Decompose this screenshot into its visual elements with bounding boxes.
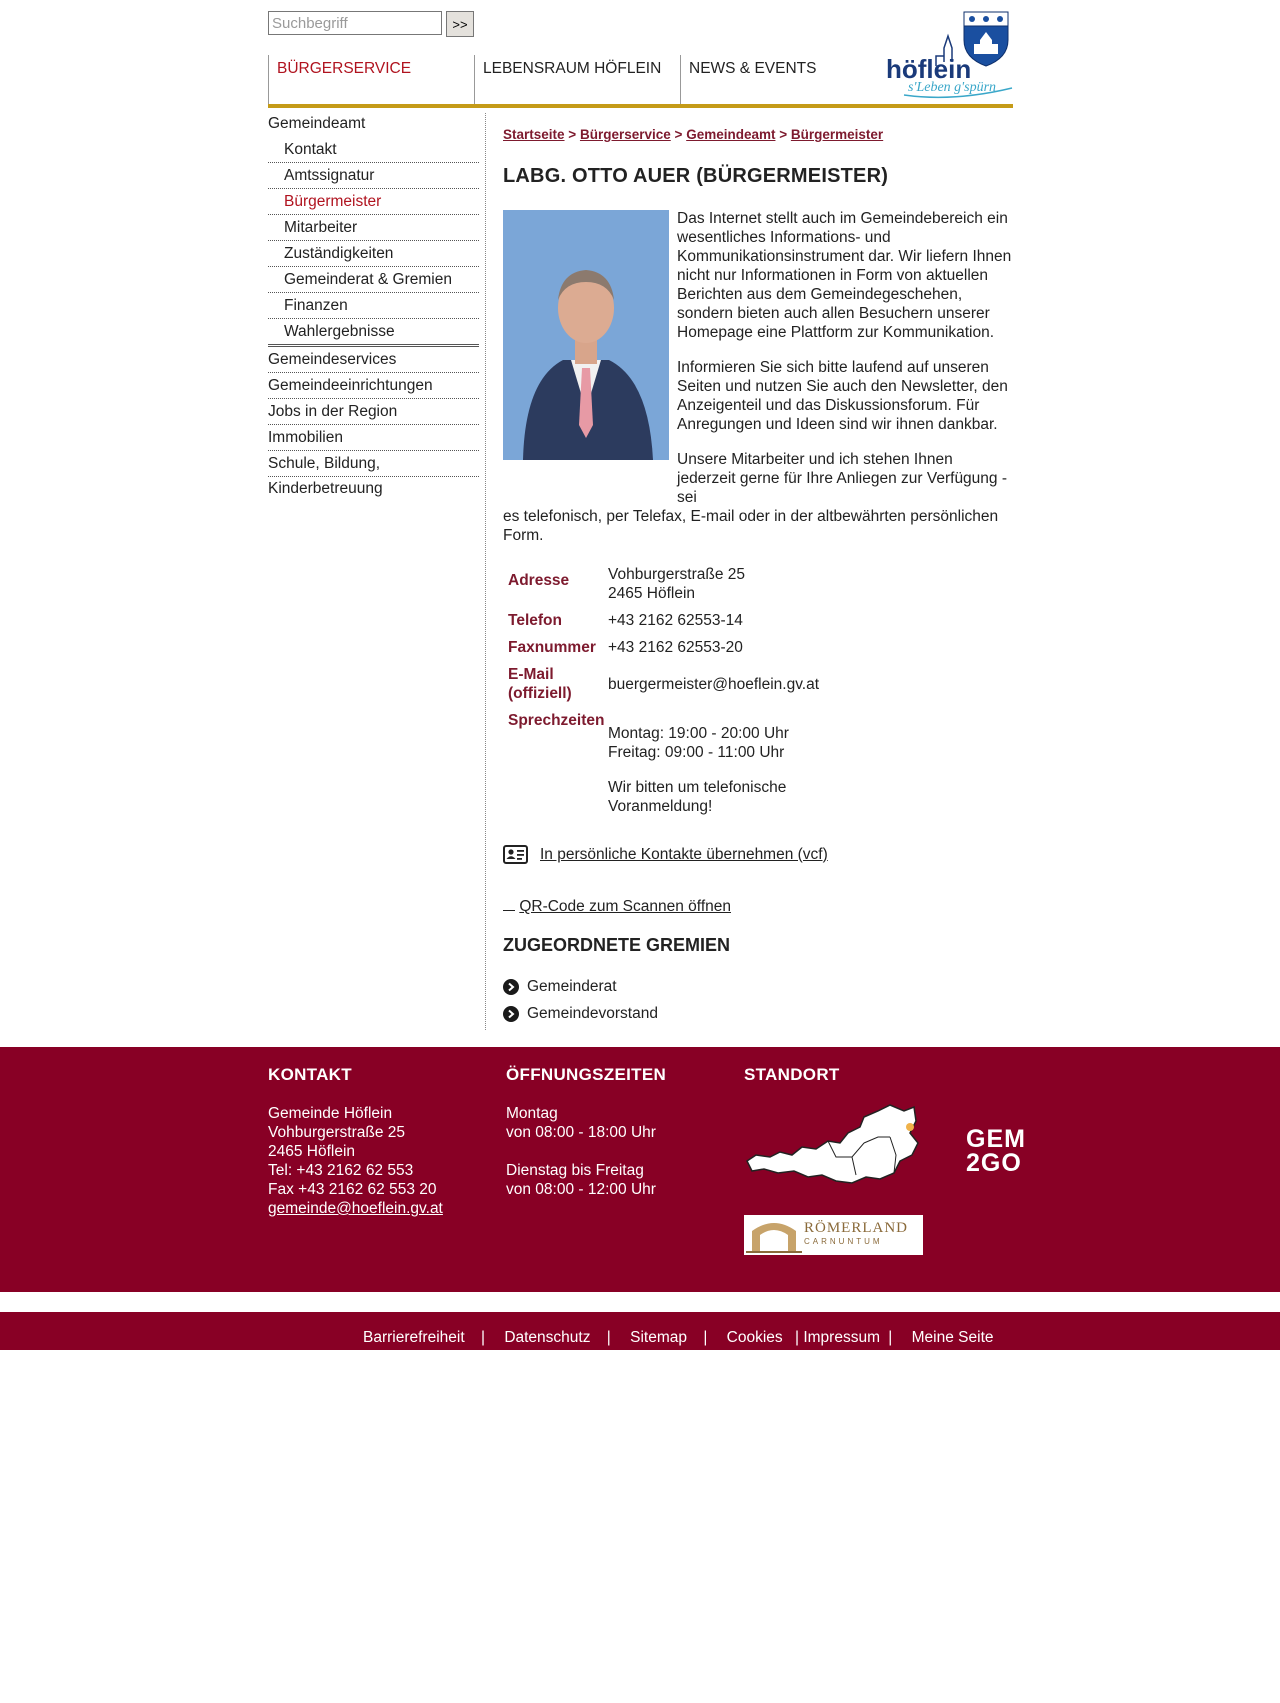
sidebar-item-finanzen[interactable]: Finanzen <box>268 293 479 319</box>
gremien-list <box>503 973 658 1027</box>
footer-kontakt <box>268 1065 488 1218</box>
table-row <box>508 659 819 705</box>
footer-kontakt-line: Vohburgerstraße 25 <box>268 1124 406 1141</box>
gremien-item-gemeinderat[interactable] <box>503 973 658 1000</box>
footer-link-separator: | <box>794 1329 800 1346</box>
footer-hours-day: Montag <box>506 1105 558 1122</box>
logo-swoosh-icon <box>884 10 1014 100</box>
gem2go-line: 2GO <box>966 1149 1022 1177</box>
roemerland-gate-icon <box>744 1215 804 1255</box>
breadcrumb-gemeindeamt[interactable]: Gemeindeamt <box>686 127 776 142</box>
breadcrumb-buergerservice[interactable]: Bürgerservice <box>579 127 671 142</box>
sidebar <box>268 113 479 497</box>
phone-label: Telefon <box>508 612 562 629</box>
nav-item-lebensraum[interactable]: LEBENSRAUM HÖFLEIN <box>474 55 680 105</box>
logo-wordmark: höflein <box>886 54 972 84</box>
footer-link-impressum[interactable]: Impressum <box>803 1329 880 1346</box>
hours-value <box>608 705 819 818</box>
footer <box>0 1047 1280 1292</box>
qr-code-link[interactable]: QR-Code zum Scannen öffnen <box>519 898 731 915</box>
footer-kontakt-line: 2465 Höflein <box>268 1143 356 1160</box>
gremien-heading: ZUGEORDNETE GREMIEN <box>503 935 731 955</box>
email-label-line: (offiziell) <box>508 685 572 702</box>
sidebar-item-schule[interactable]: Schule, Bildung, Kinderbetreuung <box>268 451 479 477</box>
search-button[interactable]: >> <box>446 11 474 37</box>
gem2go-line: GEM <box>966 1125 1026 1153</box>
logo-tagline: s'Leben g'spürn <box>908 80 997 95</box>
gremien-item-label: Gemeindevorstand <box>527 1004 658 1022</box>
footer-link-separator: | <box>480 1329 485 1346</box>
hours-line: Montag: 19:00 - 20:00 Uhr <box>608 725 789 742</box>
site-logo[interactable] <box>884 10 1014 100</box>
breadcrumb-buergermeister[interactable]: Bürgermeister <box>790 127 884 142</box>
hours-note: Wir bitten um telefonische <box>608 779 787 796</box>
phone-value[interactable]: +43 2162 62553-14 <box>608 612 743 629</box>
table-row <box>508 705 819 818</box>
footer-oeffnungszeiten <box>506 1065 726 1199</box>
sidebar-group-gemeindeamt[interactable]: Gemeindeamt <box>268 115 366 132</box>
address-line: 2465 Höflein <box>608 585 696 602</box>
footer-link-separator: | <box>703 1329 708 1346</box>
footer-link-cookies[interactable]: Cookies <box>726 1329 783 1346</box>
sidebar-item-immobilien[interactable]: Immobilien <box>268 425 479 451</box>
footer-link-sitemap[interactable]: Sitemap <box>630 1329 688 1346</box>
gem2go-logo[interactable] <box>966 1127 1026 1175</box>
sidebar-item-kontakt[interactable]: Kontakt <box>268 137 479 163</box>
breadcrumb <box>503 127 883 142</box>
vcf-row <box>503 845 828 864</box>
gremien-item-label: Gemeinderat <box>527 977 617 995</box>
footer-link-separator: | <box>606 1329 611 1346</box>
footer-hours-time: von 08:00 - 18:00 Uhr <box>506 1124 656 1141</box>
intro-paragraph-part: Unsere Mitarbeiter und ich stehen Ihnen jederzeit gerne für Ihre Anliegen zur Verfügung - sei <box>677 451 1008 506</box>
page-title: LABG. OTTO AUER (BÜRGERMEISTER) <box>503 165 889 187</box>
intro-paragraph <box>503 450 1013 545</box>
footer-kontakt-line: Gemeinde Höflein <box>268 1105 393 1122</box>
breadcrumb-startseite[interactable]: Startseite <box>503 127 565 142</box>
footer-kontakt-line: Fax +43 2162 62 553 20 <box>268 1181 437 1198</box>
fax-label: Faxnummer <box>508 639 596 656</box>
gremien-item-gemeindevorstand[interactable] <box>503 1000 658 1027</box>
footer-kontakt-heading: KONTAKT <box>268 1065 352 1084</box>
table-row <box>508 563 819 605</box>
address-label: Adresse <box>508 572 570 589</box>
footer-kontakt-line: Tel: +43 2162 62 553 <box>268 1162 414 1179</box>
sidebar-item-buergermeister[interactable]: Bürgermeister <box>268 189 479 215</box>
footer-link-datenschutz[interactable]: Datenschutz <box>504 1329 591 1346</box>
search-bar <box>268 11 474 37</box>
footer-hours-time: von 08:00 - 12:00 Uhr <box>506 1181 656 1198</box>
hours-line: Freitag: 09:00 - 11:00 Uhr <box>608 744 785 761</box>
breadcrumb-separator: > <box>568 127 577 142</box>
table-row <box>508 605 819 632</box>
nav-item-news-events[interactable]: NEWS & EVENTS <box>680 55 886 105</box>
email-value[interactable]: buergermeister@hoeflein.gv.at <box>608 676 820 693</box>
sidebar-item-gemeinderat-gremien[interactable]: Gemeinderat & Gremien <box>268 267 479 293</box>
sidebar-item-gemeindeeinrichtungen[interactable]: Gemeindeeinrichtungen <box>268 373 479 399</box>
footer-hours-day: Dienstag bis Freitag <box>506 1162 644 1179</box>
footer-link-meine-seite[interactable]: Meine Seite <box>911 1329 994 1346</box>
qr-row <box>503 897 731 916</box>
hours-label: Sprechzeiten <box>508 712 605 729</box>
email-label <box>508 659 608 705</box>
roemerland-logo[interactable] <box>744 1215 923 1255</box>
breadcrumb-separator: > <box>779 127 788 142</box>
sidebar-item-amtssignatur[interactable]: Amtssignatur <box>268 163 479 189</box>
intro-paragraph-part: es telefonisch, per Telefax, E-mail oder in der altbewährten persönlichen Form. <box>503 508 999 544</box>
main-navigation <box>268 55 886 105</box>
contact-card-icon <box>503 845 528 864</box>
austria-map-icon[interactable] <box>744 1097 924 1192</box>
footer-link-barrierefreiheit[interactable]: Barrierefreiheit <box>363 1329 465 1346</box>
email-label-line: E-Mail <box>508 666 554 683</box>
intro-paragraph: Das Internet stellt auch im Gemeindebereich ein wesentliches Informations- und Kommunikationsinstrument dar. Wir liefern Ihnen nicht nur Informationen in Form von aktuellen Berichten aus dem Gemeindegeschehen, sondern bieten auch allen Besuchern unserer Homepage eine Plattform zur Kommunikation. <box>677 210 1012 341</box>
search-input[interactable] <box>268 11 442 35</box>
address-value <box>608 563 819 605</box>
roemerland-name: RÖMERLAND <box>804 1220 909 1236</box>
roemerland-sub: CARNUNTUM <box>804 1237 883 1246</box>
footer-standort-heading: STANDORT <box>744 1065 840 1084</box>
hours-note: Voranmeldung! <box>608 798 713 815</box>
column-divider <box>485 113 486 1030</box>
chevron-right-icon <box>503 979 519 995</box>
vcf-download-link[interactable]: In persönliche Kontakte übernehmen (vcf) <box>540 845 828 863</box>
footer-links <box>363 1329 994 1347</box>
contact-table <box>508 563 819 818</box>
intro-paragraph: Informieren Sie sich bitte laufend auf unseren Seiten und nutzen Sie auch den Newsletter, den Anzeigenteil und das Diskussionsforum. Für Anregungen und Ideen sind wir ihnen dankbar. <box>677 359 1008 433</box>
bottom-link-bar <box>0 1312 1280 1350</box>
roemerland-text <box>804 1221 908 1249</box>
table-row <box>508 632 819 659</box>
fax-value: +43 2162 62553-20 <box>608 639 743 656</box>
sidebar-item-mitarbeiter[interactable]: Mitarbeiter <box>268 215 479 241</box>
sidebar-item-jobs[interactable]: Jobs in der Region <box>268 399 479 425</box>
nav-item-buergerservice[interactable]: BÜRGERSERVICE <box>268 55 474 105</box>
footer-hours-heading: ÖFFNUNGSZEITEN <box>506 1065 667 1084</box>
qr-icon <box>503 897 515 911</box>
chevron-right-icon <box>503 1006 519 1022</box>
footer-email-link[interactable]: gemeinde@hoeflein.gv.at <box>268 1200 443 1217</box>
breadcrumb-separator: > <box>674 127 683 142</box>
sidebar-item-gemeindeservices[interactable]: Gemeindeservices <box>268 347 479 373</box>
footer-link-separator: | <box>888 1329 893 1346</box>
intro-text <box>503 209 1013 545</box>
header-divider <box>268 104 1013 108</box>
sidebar-item-wahlergebnisse[interactable]: Wahlergebnisse <box>268 319 479 347</box>
sidebar-item-zustaendigkeiten[interactable]: Zuständigkeiten <box>268 241 479 267</box>
address-line: Vohburgerstraße 25 <box>608 566 746 583</box>
